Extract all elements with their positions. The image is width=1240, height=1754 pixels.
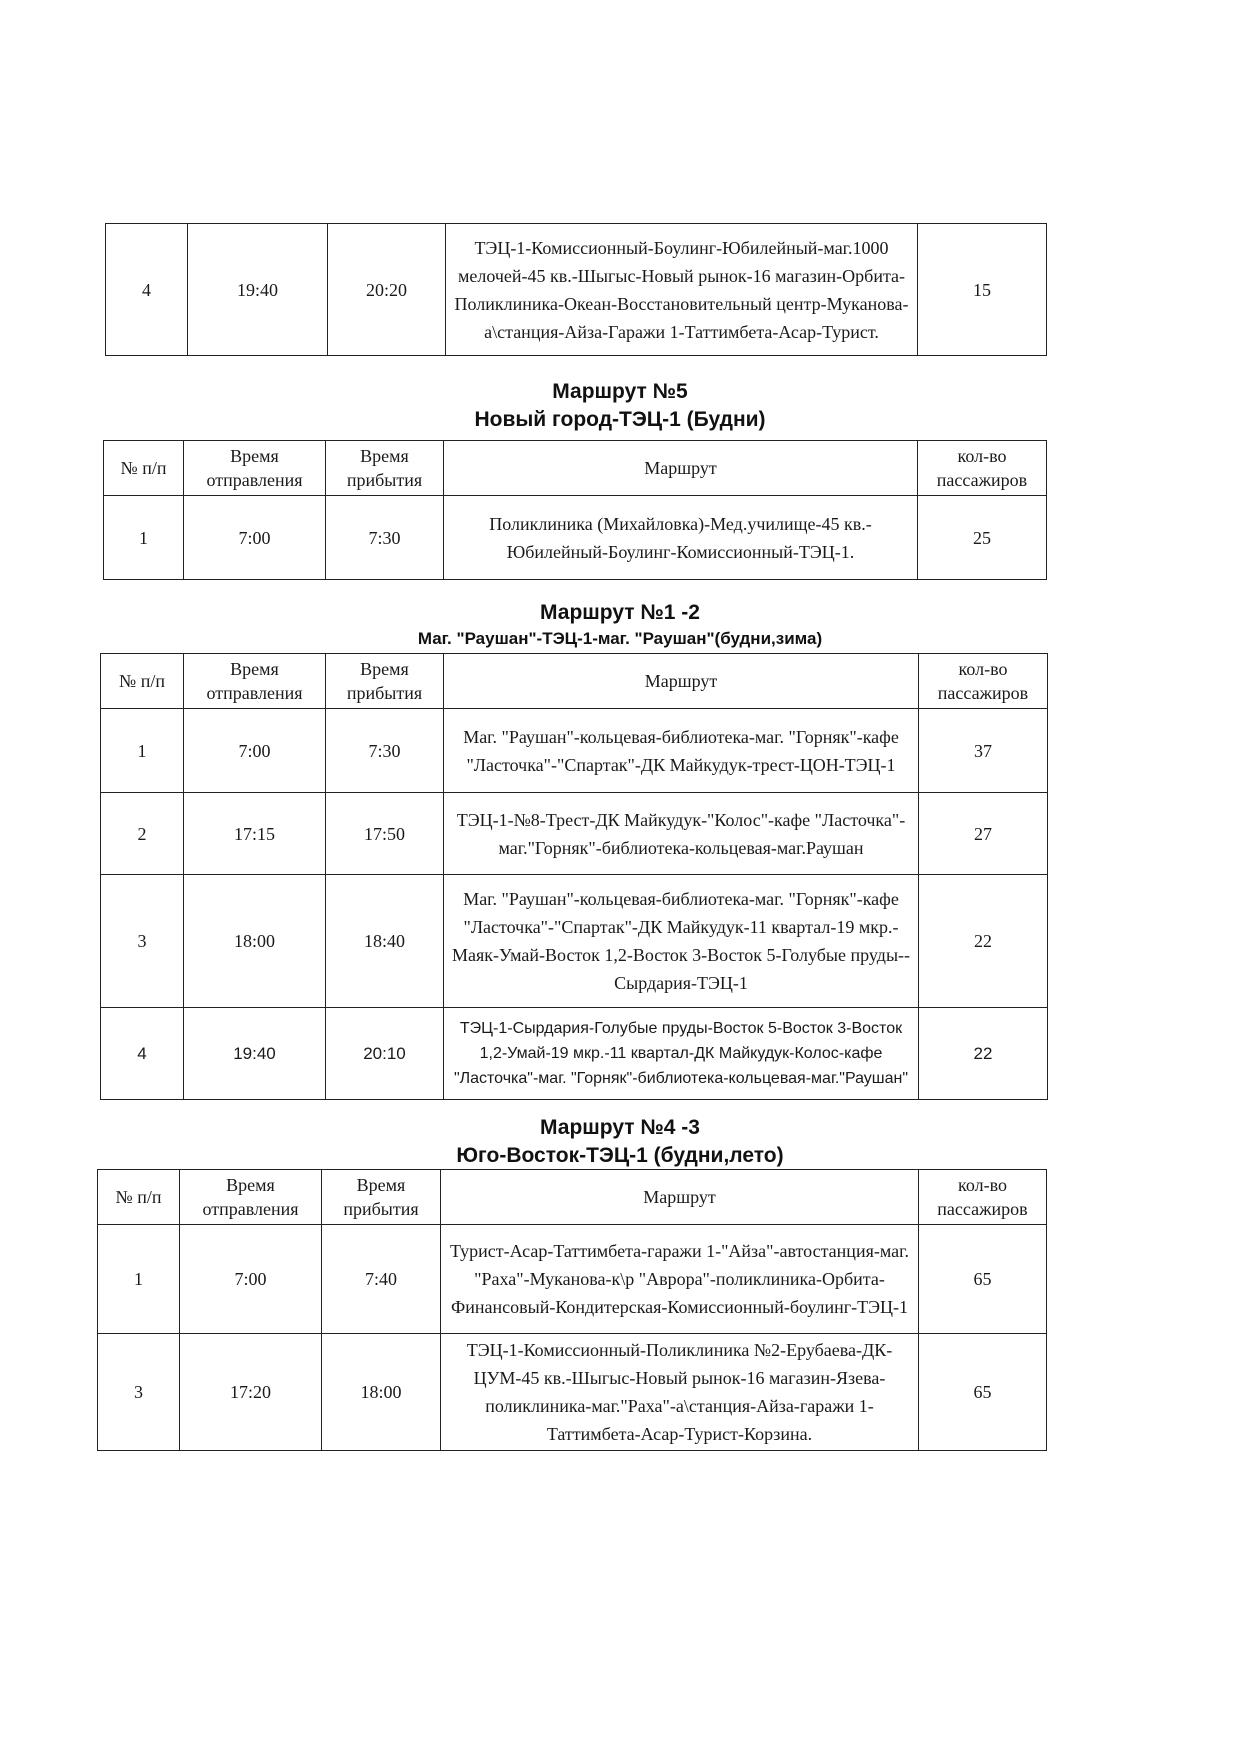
header-route: Маршрут: [444, 441, 918, 496]
row-number: 1: [98, 1225, 180, 1334]
table-header-row: [104, 441, 1047, 496]
route-description: ТЭЦ-1-Сырдария-Голубые пруды-Восток 5-Восток 3-Восток 1,2-Умай-19 мкр.-11 квартал-ДК Майкудук-Колос-кафе "Ласточка"-маг. "Горняк"-библиотека-кольцевая-маг."Раушан": [444, 1008, 919, 1100]
route-description: ТЭЦ-1-№8-Трест-ДК Майкудук-"Колос"-кафе "Ласточка"-маг."Горняк"-библиотека-кольцевая-маг.Раушан: [444, 793, 919, 875]
arrival-time: 18:40: [326, 875, 444, 1008]
header-no: № п/п: [98, 1170, 180, 1225]
section-title: Маршрут №1 -2: [540, 601, 700, 624]
header-passengers: кол-во пассажиров: [919, 1170, 1047, 1225]
row-number: 1: [101, 709, 184, 793]
passenger-count: 27: [919, 793, 1048, 875]
route-description: Турист-Асар-Таттимбета-гаражи 1-"Айза"-автостанция-маг. "Раха"-Муканова-к\р "Аврора"-поликлиника-Орбита-Финансовый-Кондитерская-Комиссионный-боулинг-ТЭЦ-1: [441, 1225, 919, 1334]
header-departure: Время отправления: [180, 1170, 322, 1225]
section-title: Маршрут №4 -3: [540, 1116, 700, 1139]
table-row: [106, 224, 1047, 356]
header-departure: Время отправления: [184, 654, 326, 709]
row-number: 2: [101, 793, 184, 875]
row-number: 1: [104, 496, 184, 580]
departure-time: 17:20: [180, 1334, 322, 1451]
header-route: Маршрут: [444, 654, 919, 709]
table-row: [104, 496, 1047, 580]
departure-time: 18:00: [184, 875, 326, 1008]
arrival-time: 7:30: [326, 709, 444, 793]
passenger-count: 65: [919, 1225, 1047, 1334]
passenger-count: 22: [919, 1008, 1048, 1100]
header-passengers: кол-во пассажиров: [919, 654, 1048, 709]
passenger-count: 37: [919, 709, 1048, 793]
arrival-time: 20:10: [326, 1008, 444, 1100]
section-subtitle: Новый город-ТЭЦ-1 (Будни): [474, 408, 766, 431]
row-number: 3: [98, 1334, 180, 1451]
table-row: [101, 875, 1048, 1008]
passenger-count: 65: [919, 1334, 1047, 1451]
route-1-2-table: [100, 653, 1048, 1100]
passenger-count: 15: [918, 224, 1047, 356]
route-description: ТЭЦ-1-Комиссионный-Поликлиника №2-Ерубаева-ДК-ЦУМ-45 кв.-Шыгыс-Новый рынок-16 магазин-Язева-поликлиника-маг."Раха"-а\станция-Айза-гаражи 1-Таттимбета-Асар-Турист-Корзина.: [441, 1334, 919, 1451]
arrival-time: 7:40: [322, 1225, 441, 1334]
route-description: Поликлиника (Михайловка)-Мед.училище-45 кв.-Юбилейный-Боулинг-Комиссионный-ТЭЦ-1.: [444, 496, 918, 580]
passenger-count: 25: [918, 496, 1047, 580]
departure-time: 19:40: [184, 1008, 326, 1100]
departure-time: 7:00: [180, 1225, 322, 1334]
header-arrival: Время прибытия: [322, 1170, 441, 1225]
arrival-time: 18:00: [322, 1334, 441, 1451]
table-row: [101, 1008, 1048, 1100]
table-row: [98, 1225, 1047, 1334]
route-description: Маг. "Раушан"-кольцевая-библиотека-маг. "Горняк"-кафе "Ласточка"-"Спартак"-ДК Майкудук-трест-ЦОН-ТЭЦ-1: [444, 709, 919, 793]
header-route: Маршрут: [441, 1170, 919, 1225]
header-arrival: Время прибытия: [326, 654, 444, 709]
table-row: [101, 709, 1048, 793]
passenger-count: 22: [919, 875, 1048, 1008]
departure-time: 7:00: [184, 709, 326, 793]
header-departure: Время отправления: [184, 441, 326, 496]
departure-time: 17:15: [184, 793, 326, 875]
section-subtitle: Юго-Восток-ТЭЦ-1 (будни,лето): [456, 1144, 784, 1167]
section-subtitle: Маг. "Раушан"-ТЭЦ-1-маг. "Раушан"(будни,зима): [417, 629, 823, 648]
route-4-3-table: [97, 1169, 1047, 1451]
arrival-time: 17:50: [326, 793, 444, 875]
arrival-time: 7:30: [326, 496, 444, 580]
table-header-row: [98, 1170, 1047, 1225]
row-number: 4: [101, 1008, 184, 1100]
table-row: [101, 793, 1048, 875]
row-number: 4: [106, 224, 188, 356]
header-no: № п/п: [101, 654, 184, 709]
route-description: Маг. "Раушан"-кольцевая-библиотека-маг. "Горняк"-кафе "Ласточка"-"Спартак"-ДК Майкудук-11 квартал-19 мкр.-Маяк-Умай-Восток 1,2-Восток 3-Восток 5-Голубые пруды--Сырдария-ТЭЦ-1: [444, 875, 919, 1008]
route-description: ТЭЦ-1-Комиссионный-Боулинг-Юбилейный-маг.1000 мелочей-45 кв.-Шыгыс-Новый рынок-16 магазин-Орбита-Поликлиника-Океан-Восстановительный центр-Муканова-а\станция-Айза-Гаражи 1-Таттимбета-Асар-Турист.: [446, 224, 918, 356]
header-passengers: кол-во пассажиров: [918, 441, 1047, 496]
route-5-table: [103, 440, 1047, 580]
table-header-row: [101, 654, 1048, 709]
header-no: № п/п: [104, 441, 184, 496]
header-arrival: Время прибытия: [326, 441, 444, 496]
section-title: Маршрут №5: [552, 380, 688, 403]
departure-time: 7:00: [184, 496, 326, 580]
table-row: [98, 1334, 1047, 1451]
departure-time: 19:40: [188, 224, 328, 356]
row-number: 3: [101, 875, 184, 1008]
arrival-time: 20:20: [328, 224, 446, 356]
continuation-table: [105, 223, 1047, 356]
